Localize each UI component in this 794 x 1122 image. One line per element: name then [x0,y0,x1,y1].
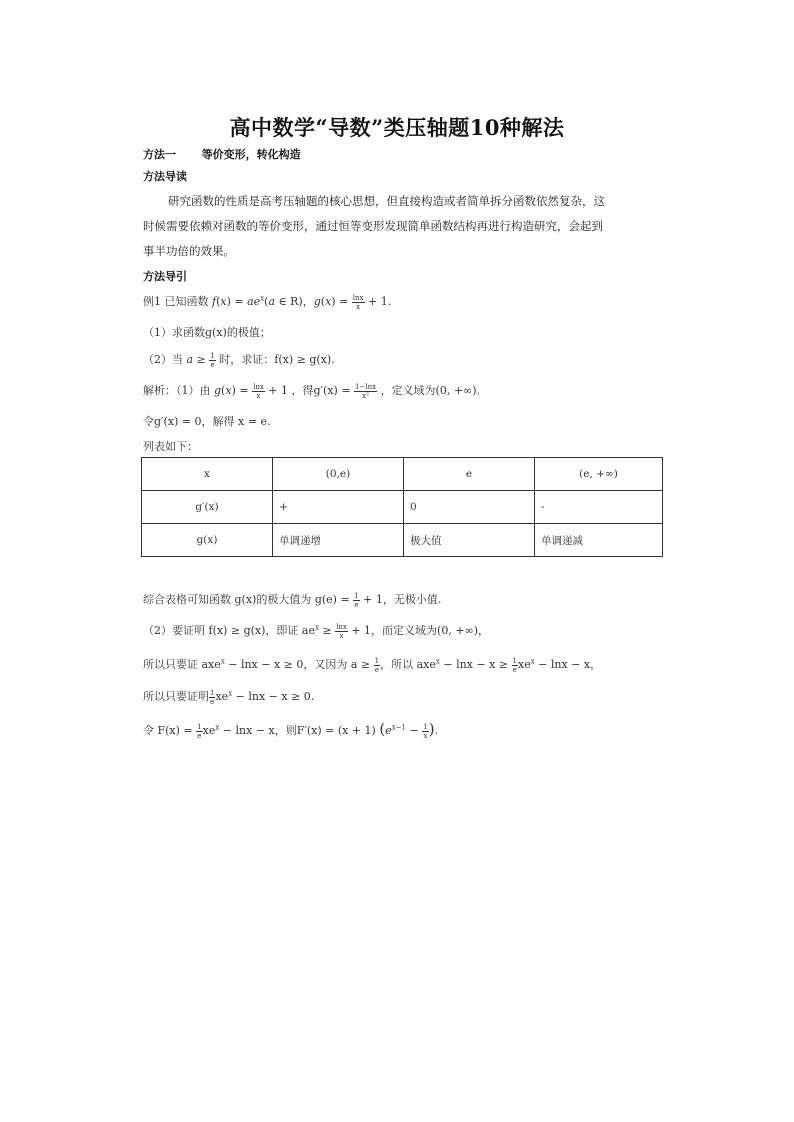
table-header-cell: x [142,458,273,491]
fraction-1-over-e: $\frac{1}{e}$ [210,351,215,369]
table-cell: g(x) [142,524,273,557]
part2-line-4-mid2: − lnx − x，则F′(x) = (x + 1) [222,724,376,737]
fraction-1-over-e-4: $\frac{1}{e}$ [512,656,517,674]
fraction-lnx-over-x: $\frac{\ln x}{x}$ [352,293,364,311]
part2-line-2-tail: xe [517,658,531,671]
solution-pre: 解析：（1）由 [143,384,211,397]
example-intro: 例1 已知函数 [143,295,209,308]
table-row [142,524,663,557]
part2-line-2-post: ，所以 axe [380,658,436,671]
part2-line-3-pre: 所以只要证明 [143,690,209,703]
question-2-mid: 时，求证：f(x) ≥ g(x). [219,353,335,366]
method-label: 方法一 [143,148,176,161]
fraction-1-over-e-3: $\frac{1}{e}$ [374,656,380,674]
table-cell: + [273,491,404,524]
table-cell: - [535,491,663,524]
question-2: （2）当 a ≥ $\frac{1}{e}$ 时，求证：f(x) ≥ g(x). [143,351,335,369]
fraction-lnx-over-x-3: $\frac{\ln x}{x}$ [336,622,347,640]
method-heading [143,146,301,162]
question-1: （1）求函数g(x)的极值； [143,326,271,339]
table-intro: 列表如下： [143,440,198,453]
table-cell: 单调递减 [535,524,663,557]
table-header-cell: (e, +∞) [535,458,663,491]
guide-line-1: 研究函数的性质是高考压轴题的核心思想，但直接构造或者简单拆分函数依然复杂，这 [168,194,605,208]
part2-line-2-mid: − lnx − x ≥ 0，又因为 a ≥ [228,658,371,671]
conclusion-line [143,591,441,609]
lead-heading: 方法导引 [143,270,187,283]
table-cell: 0 [404,491,535,524]
page-title: 高中数学“导数”类压轴题10种解法 [229,115,565,140]
part2-line-4-mid: xe [202,724,216,737]
fraction-1-over-e-2: $\frac{1}{e}$ [354,591,359,609]
variation-table [141,457,663,557]
solution-line-1: 解析：（1）由 g(x) = $\frac{\ln x}{x}$ + 1 ，得g′(x) = $\frac{1-\ln x}{\text{x²}}$ ，定义域为(0, +∞). [143,382,481,400]
conclusion-pre: 综合表格可知函数 g(x)的极大值为 g(e) = [143,593,350,606]
fraction-1-over-x: $\frac{1}{x}$ [423,722,428,740]
fraction-1-over-e-5: $\frac{1}{e}$ [210,688,215,706]
part2-line-4: 令 F(x) = $\frac{1}{e}$ $xe^x - \ln x - x$，则F′(x) = (x + 1) ($e^{x-1}$ − $\frac{1}{x}$ ). [143,720,439,740]
table-cell: 极大值 [404,524,535,557]
part2-line-2-pre: 所以只要证 axe [143,658,221,671]
part2-line-4-end: . [434,724,439,737]
table-row [142,491,663,524]
question-2-pre: （2）当 [143,353,183,366]
part2-line-3: 所以只要证明 $\frac{1}{e}$ $xe^x - \ln x - x \ge 0$. [143,688,315,706]
part2-line-1-post: + 1，而定义域为(0, +∞)， [351,624,490,637]
part2-line-1-pre: （2）要证明 f(x) ≥ g(x)，即证 ae [143,624,315,637]
fraction-1-over-e-6: $\frac{1}{e}$ [197,722,202,740]
solution-post: ，定义域为(0, +∞). [380,384,481,397]
method-title: 等价变形，转化构造 [201,148,301,161]
part2-line-2-tail2: − lnx − x， [538,658,602,671]
fraction-lnx-over-x-2: $\frac{\ln x}{x}$ [253,382,264,400]
guide-line-3: 事半功倍的效果。 [143,244,235,258]
table-cell: g′(x) [142,491,273,524]
part2-line-3-post: xe [215,690,229,703]
part2-line-1: （2）要证明 f(x) ≥ g(x)，即证 $ae^x$ ≥ $\frac{\ln x}{x}$ + 1，而定义域为(0, +∞)， [143,622,490,640]
example-line: 例1 已知函数 $f(x) = ae^x(a$ ∈ R)，g(x) = $\frac{\ln x}{x}$ + 1. [143,293,392,311]
solution-mid: ，得g′(x) = [291,384,351,397]
fraction-derivative: $\frac{1-\ln x}{\text{x²}}$ [355,382,377,400]
table-header-row [142,458,663,491]
part2-line-3-end: − lnx − x ≥ 0. [235,690,315,703]
table-cell: 单调递增 [273,524,404,557]
part2-line-2: 所以只要证 axe$^x$ − lnx − x ≥ 0，又因为 a ≥ $\frac{1}{e}$ ，所以 axe$^x$ − lnx − x ≥ $\frac{1}{e}$ $xe^x - \ln x - x$， [143,656,602,674]
part2-line-2-end: − lnx − x ≥ [443,658,509,671]
zero-line: 令g′(x) = 0，解得 x = e. [143,415,271,428]
conclusion-post: + 1，无极小值. [363,593,442,606]
table-header-cell: (0,e) [273,458,404,491]
guide-line-2: 时候需要依赖对函数的等价变形，通过恒等变形发现简单函数结构再进行构造研究，会起到 [143,219,603,233]
guide-heading: 方法导读 [143,170,187,183]
part2-line-4-pre: 令 F(x) = [143,724,193,737]
table-header-cell: e [404,458,535,491]
